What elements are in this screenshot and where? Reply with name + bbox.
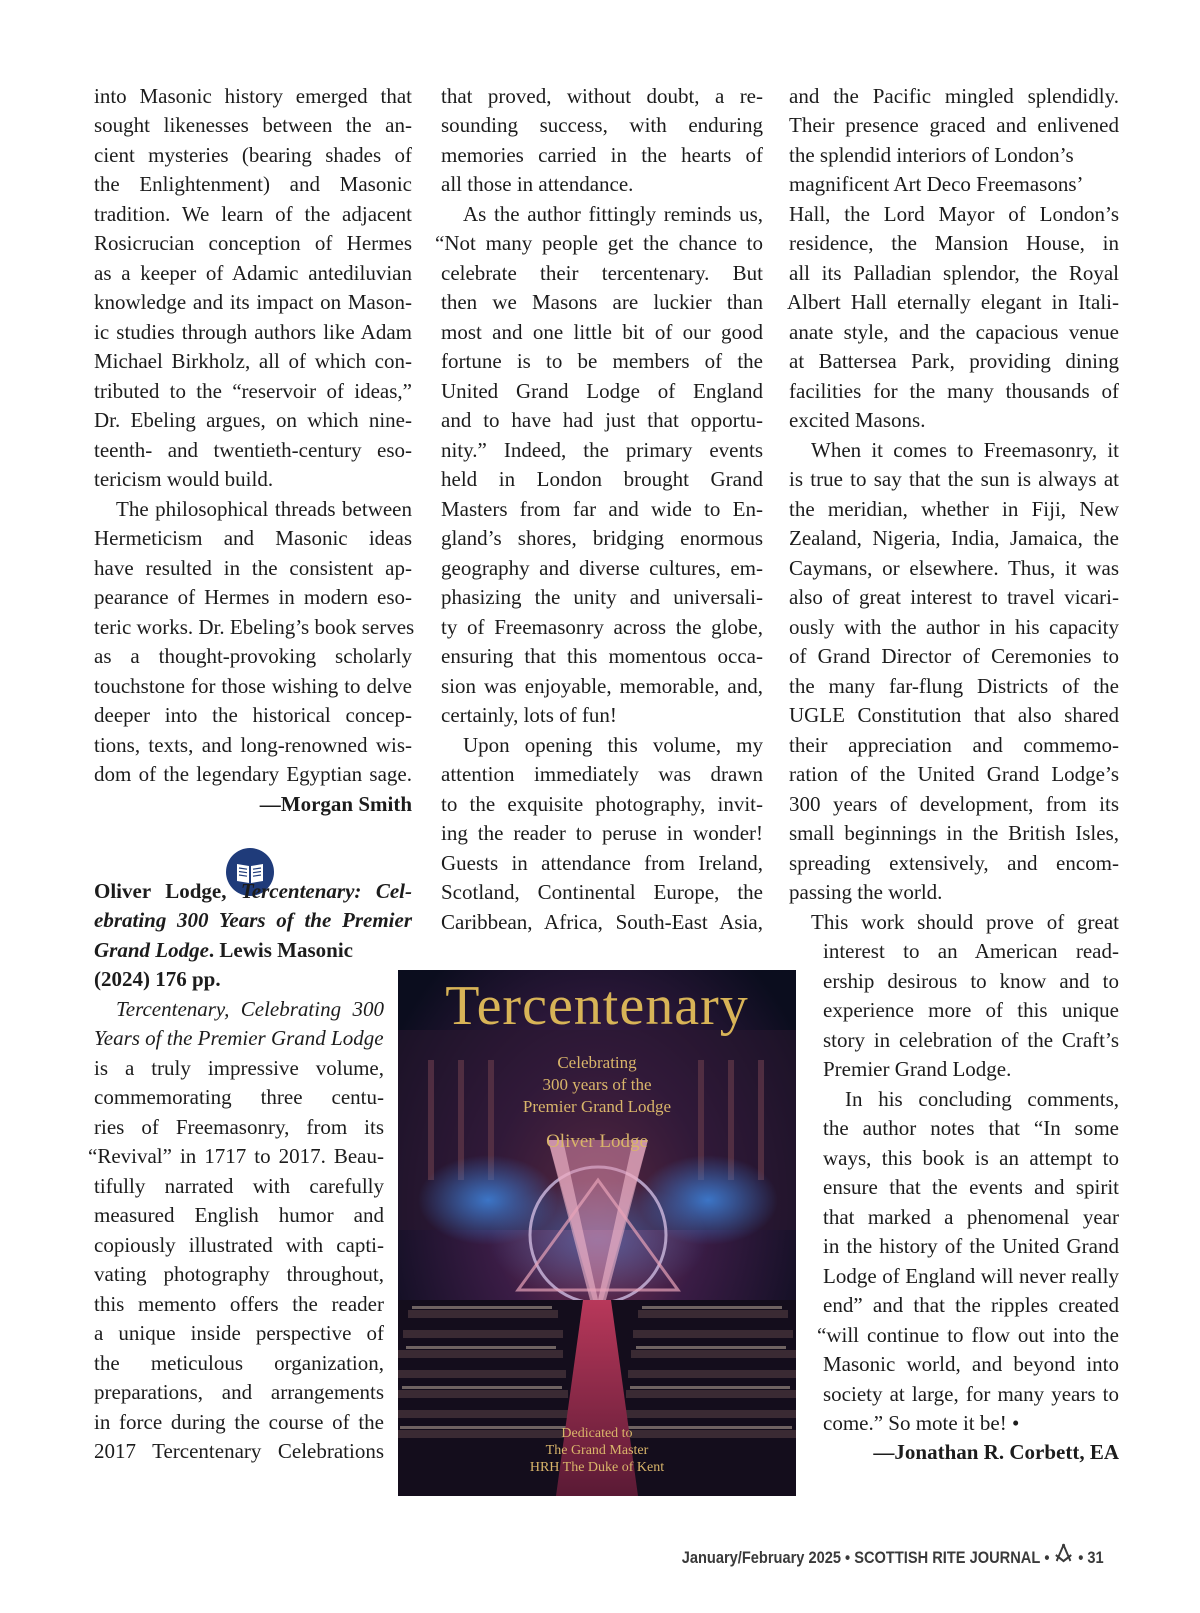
text-line: the many far-flung Districts of the (789, 674, 1119, 698)
text-line: ership desirous to know and to (823, 969, 1119, 993)
text-line: magnificent Art Deco Freemasons’ (789, 172, 1084, 196)
text-line: as a keeper of Adamic antediluvian (94, 261, 412, 285)
cover-photo-art (398, 970, 796, 1496)
text-line: facilities for the many thousands of (789, 379, 1119, 403)
text-line: as a thought-provoking scholarly (94, 644, 412, 668)
text-line: that proved, without doubt, a re- (441, 84, 763, 108)
footer-bullet: • (845, 1547, 851, 1567)
footer-bullet: • (1078, 1547, 1084, 1567)
text-line: all its Palladian splendor, the Royal (789, 261, 1119, 285)
text-line: Guests in attendance from Ireland, (441, 851, 763, 875)
text-line: Michael Birkholz, all of which con- (94, 349, 412, 373)
text-line: that marked a phenomenal year (823, 1205, 1119, 1229)
text-line: Dr. Ebeling argues, on which nine- (94, 408, 412, 432)
text-line: Caymans, or elsewhere. Thus, it was (789, 556, 1119, 580)
cover-dedication: The Grand Master (545, 1443, 649, 1458)
text-line: knowledge and its impact on Mason- (94, 290, 412, 314)
text-line: Their presence graced and enlivened (789, 113, 1119, 137)
text-line: ways, this book is an attempt to (823, 1146, 1119, 1170)
text-line: touchstone for those wishing to delve (94, 674, 412, 698)
text-line: spreading extensively, and encom- (789, 851, 1119, 875)
text-line: “will continue to flow out into the (817, 1323, 1119, 1347)
text-line: anate style, and the capacious venue (789, 320, 1119, 344)
square-compass-icon (1054, 1543, 1075, 1572)
text-line: tributed to the “reservoir of ideas,” (94, 379, 412, 403)
text-line: This work should prove of great (811, 910, 1119, 934)
text-line: is true to say that the sun is always at (789, 467, 1119, 491)
text-line: have resulted in the consistent ap- (94, 556, 412, 580)
text-line: story in celebration of the Craft’s (823, 1028, 1119, 1052)
citation-title: Tercentenary: Cel- (240, 879, 412, 903)
text-line: attention immediately was drawn (441, 762, 763, 786)
text-line: nity.” Indeed, the primary events (441, 438, 763, 462)
text-line: preparations, and arrangements (94, 1380, 384, 1404)
text-line: then we Masons are luckier than (441, 290, 763, 314)
text-line: ty of Freemasonry across the globe, (441, 615, 763, 639)
text-line: tradition. We learn of the adjacent (94, 202, 412, 226)
text-line: Years of the Premier Grand Lodge (94, 1026, 384, 1050)
citation-publisher: (2024) 176 pp. (94, 967, 221, 991)
text-line: When it comes to Freemasonry, it (811, 438, 1119, 462)
text-line: to the exquisite photography, invit- (441, 792, 763, 816)
text-line: in force during the course of the (94, 1410, 384, 1434)
text-line: come.” So mote it be! • (823, 1411, 1020, 1435)
text-line: The philosophical threads between (116, 497, 412, 521)
text-line: their appreciation and commemo- (789, 733, 1119, 757)
text-line: vating photography throughout, (94, 1262, 384, 1286)
text-line: sounding success, with enduring (441, 113, 763, 137)
text-line: ic studies through authors like Adam (94, 320, 412, 344)
cover-title: Tercentenary (445, 975, 749, 1037)
footer-issue: January/February 2025 (681, 1547, 842, 1567)
text-line: interest to an American read- (823, 939, 1119, 963)
citation-line (94, 935, 384, 965)
citation-publisher: . Lewis Masonic (208, 938, 353, 962)
text-line: Premier Grand Lodge. (823, 1057, 1012, 1081)
book-cover-image (398, 970, 796, 1496)
text-line: passing the world. (789, 880, 943, 904)
text-line: Zealand, Nigeria, India, Jamaica, the (789, 526, 1119, 550)
text-line: measured English humor and (94, 1203, 384, 1227)
cover-subtitle: Premier Grand Lodge (522, 1097, 672, 1116)
text-line: sion was enjoyable, memorable, and, (441, 674, 763, 698)
text-line: Scotland, Continental Europe, the (441, 880, 763, 904)
review-signature: —Jonathan R. Corbett, EA (873, 1440, 1119, 1464)
text-line: commemorating three centu- (94, 1085, 384, 1109)
text-line: Masonic world, and beyond into (823, 1352, 1119, 1376)
text-line: Tercentenary, Celebrating 300 (116, 997, 384, 1021)
footer-bullet: • (1044, 1547, 1050, 1567)
citation-line (94, 876, 412, 906)
text-line: end” and that the ripples created (823, 1293, 1119, 1317)
text-line: tifully narrated with carefully (94, 1174, 384, 1198)
text-line: this memento offers the reader (94, 1292, 384, 1316)
text-line: experience more of this unique (823, 998, 1119, 1022)
text-line: dom of the legendary Egyptian sage. (94, 762, 412, 786)
text-line: teric works. Dr. Ebeling’s book serves (94, 615, 415, 639)
text-line: excited Masons. (789, 408, 926, 432)
cover-subtitle: Celebrating (557, 1053, 637, 1072)
text-line: the meridian, whether in Fiji, New (789, 497, 1119, 521)
text-line: gland’s shores, bridging enormous (441, 526, 763, 550)
text-line: Caribbean, Africa, South-East Asia, (441, 910, 763, 934)
text-line: the meticulous organization, (94, 1351, 384, 1375)
text-line: Masters from far and wide to En- (441, 497, 763, 521)
text-line: UGLE Constitution that also shared (789, 703, 1119, 727)
citation-author: Oliver Lodge, (94, 879, 227, 903)
text-line: at Battersea Park, providing dining (789, 349, 1119, 373)
text-line: the Enlightenment) and Masonic (94, 172, 412, 196)
text-line: most and one little bit of our good (441, 320, 763, 344)
page-number: 31 (1087, 1547, 1104, 1567)
text-line: all those in attendance. (441, 172, 634, 196)
text-line: fortune is to be members of the (441, 349, 763, 373)
text-line: the splendid interiors of London’s (789, 143, 1074, 167)
text-line: residence, the Mansion House, in (789, 231, 1119, 255)
text-line: of Grand Director of Ceremonies to (789, 644, 1119, 668)
text-line: Albert Hall eternally elegant in Itali- (787, 290, 1119, 314)
text-line: pearance of Hermes in modern eso- (94, 585, 412, 609)
text-line: ensuring that this momentous occa- (441, 644, 763, 668)
text-line: Rosicrucian conception of Hermes (94, 231, 412, 255)
text-line: geography and diverse cultures, em- (441, 556, 763, 580)
text-line: and to have had just that opportu- (441, 408, 763, 432)
text-line: Lodge of England will never really (823, 1264, 1119, 1288)
text-line: held in London brought Grand (441, 467, 763, 491)
citation-title: ebrating 300 Years of the Premier (94, 908, 412, 932)
text-line: small beginnings in the British Isles, (789, 821, 1119, 845)
text-line: tericism would build. (94, 467, 274, 491)
text-line: In his concluding comments, (845, 1087, 1119, 1111)
text-line: cient mysteries (bearing shades of (94, 143, 412, 167)
citation-title: Grand Lodge (94, 938, 209, 962)
text-line: celebrate their tercentenary. But (441, 261, 763, 285)
text-line: ing the reader to peruse in wonder! (441, 821, 763, 845)
text-line: As the author fittingly reminds us, (463, 202, 763, 226)
text-line: 2017 Tercentenary Celebrations (94, 1439, 384, 1463)
footer-journal: SCOTTISH RITE JOURNAL (854, 1547, 1041, 1567)
text-line: a unique inside perspective of (94, 1321, 384, 1345)
text-line: ries of Freemasonry, from its (94, 1115, 384, 1139)
text-line: “Not many people get the chance to (435, 231, 763, 255)
text-line: is a truly impressive volume, (94, 1056, 384, 1080)
text-line: deeper into the historical concep- (94, 703, 412, 727)
text-line: certainly, lots of fun! (441, 703, 617, 727)
text-line: teenth- and twentieth-century eso- (94, 438, 412, 462)
text-line: also of great interest to travel vicari- (789, 585, 1119, 609)
text-line: tions, texts, and long-renowned wis- (94, 733, 412, 757)
text-line: memories carried in the hearts of (441, 143, 763, 167)
text-line: United Grand Lodge of England (441, 379, 763, 403)
text-line: and the Pacific mingled splendidly. (789, 84, 1119, 108)
cover-subtitle: 300 years of the (542, 1075, 652, 1094)
text-line: copiously illustrated with capti- (94, 1233, 384, 1257)
text-line: Hall, the Lord Mayor of London’s (789, 202, 1119, 226)
page-footer (682, 1543, 1104, 1571)
text-line: society at large, for many years to (823, 1382, 1119, 1406)
text-line: into Masonic history emerged that (94, 84, 412, 108)
review-signature: —Morgan Smith (259, 792, 412, 816)
text-line: Hermeticism and Masonic ideas (94, 526, 412, 550)
text-line: Upon opening this volume, my (463, 733, 763, 757)
text-line: 300 years of development, from its (789, 792, 1119, 816)
text-line: ration of the United Grand Lodge’s (789, 762, 1119, 786)
text-line: “Revival” in 1717 to 2017. Beau- (88, 1144, 384, 1168)
cover-dedication: HRH The Duke of Kent (529, 1460, 665, 1475)
text-line: in the history of the United Grand (823, 1234, 1119, 1258)
cover-author: Oliver Lodge (546, 1131, 648, 1152)
text-line: the author notes that “In some (823, 1116, 1119, 1140)
text-line: sought likenesses between the an- (94, 113, 412, 137)
text-line: phasizing the unity and universali- (441, 585, 763, 609)
cover-dedication: Dedicated to (561, 1426, 633, 1441)
text-line: ensure that the events and spirit (823, 1175, 1119, 1199)
text-line: ously with the author in his capacity (789, 615, 1119, 639)
